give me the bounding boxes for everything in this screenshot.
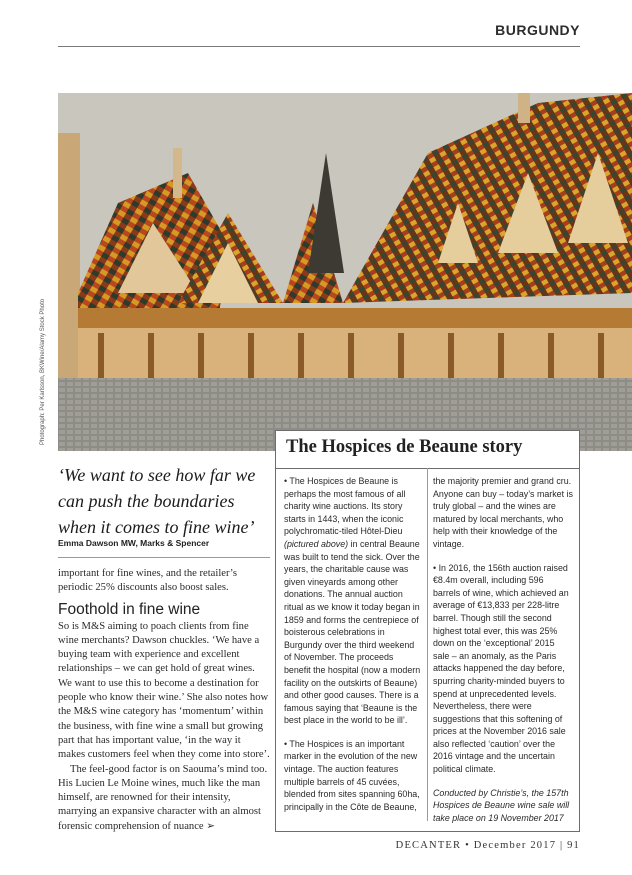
sidebar-column-right [433,475,573,835]
sidebar-text-italic: (pictured above) [284,538,349,549]
sidebar-box [275,430,580,832]
sidebar-paragraph: the majority premier and grand cru. Anyone can buy – today’s market is truly global – and the wines are matured by local merchants, who help with their knowledge of the vintage. [433,476,573,549]
sidebar-paragraph: • In 2016, the 156th auction raised €8.4m overall, including 596 barrels of wine, which achieved an average of €13,833 per 228-litre barrel. Though still the second highest total ever, this was 25% down on the ‘exceptional’ 2015 sale – an anomaly, as the Paris attacks happened the day before, spurring charity-minded buyers to spend at unprecedented levels. Nevertheless, there were suggestions that this softening of prices at the November 2016 sale also reflected ‘caution’ over the 2016 vintage and the uncertain political climate. [433,562,569,775]
header-rule [58,46,580,47]
main-paragraph: So is M&S aiming to poach clients from fine wine merchants? Dawson chuckles. ‘We have a buying team with experience and excellent relationships – we can get hold of great wines. We want to use this to become a destination for people who know their wine.’ She also notes how the M&S wine category has ‘momentum’ within the business, with fine wine a small but growing part that has important value, ‘in the way it makes customers feel when they come into store’. [58,620,270,761]
sidebar-paragraph [284,475,422,727]
continue-arrow-icon: ➢ [206,820,216,832]
page-footer: DECANTER • December 2017 | 91 [395,840,580,851]
sidebar-column-left [284,475,422,824]
section-tag: BURGUNDY [495,22,580,38]
sidebar-title: The Hospices de Beaune story [286,437,523,457]
photo-credit: Photograph: Per Karlsson, BKWine/Alamy Stock Photo [40,298,46,445]
paragraph-text: The feel-good factor is on Saouma’s mind too. His Lucien Le Moine wines, much like the man himself, are renowned for their intensity, marrying an expansive character with an almost forensic comprehension of nuance [58,763,268,832]
sidebar-note: Conducted by Christie’s, the 157th Hospices de Beaune wine sale will take place on 19 November 2017 [433,787,570,823]
sidebar-column-divider [427,468,428,821]
subheading: Foothold in fine wine [58,600,201,618]
hotel-dieu-illustration [58,93,632,451]
main-paragraph: important for fine wines, and the retailer’s periodic 25% discounts also boost sales. [58,568,237,594]
hospices-photo [58,93,632,451]
sidebar-text: • The Hospices de Beaune is perhaps the most famous of all charity wine auctions. Its story starts in 1443, when the iconic polychromatic-tiled Hôtel-Dieu [284,476,406,537]
pull-quote-attribution: Emma Dawson MW, Marks & Spencer [58,538,210,548]
main-column [58,567,270,834]
sidebar-text: in central Beaune was built to tend the sick. Over the years, the charitable cause was given vineyards among other donations. The annual auction ritual as we know it today began in 1859 and forms the centrepiece of boisterous celebrations in Burgundy over the third weekend of November. The proceeds benefit the hospital (now a modern facility on the outskirts of Beaune) and other good causes. There is a famous saying that ‘Beaune is the best place in the world to be ill’. [284,538,421,726]
pull-quote-rule [58,557,270,558]
main-paragraph [58,763,270,834]
sidebar-paragraph: • The Hospices is an important marker in the evolution of the new vintage. The auction features multiple barrels of 45 cuvées, blended from sites spanning 60ha, principally in the Côte de Beaune, [284,738,420,812]
pull-quote: ‘We want to see how far we can push the boundaries when it comes to fine wine’ [58,465,256,537]
